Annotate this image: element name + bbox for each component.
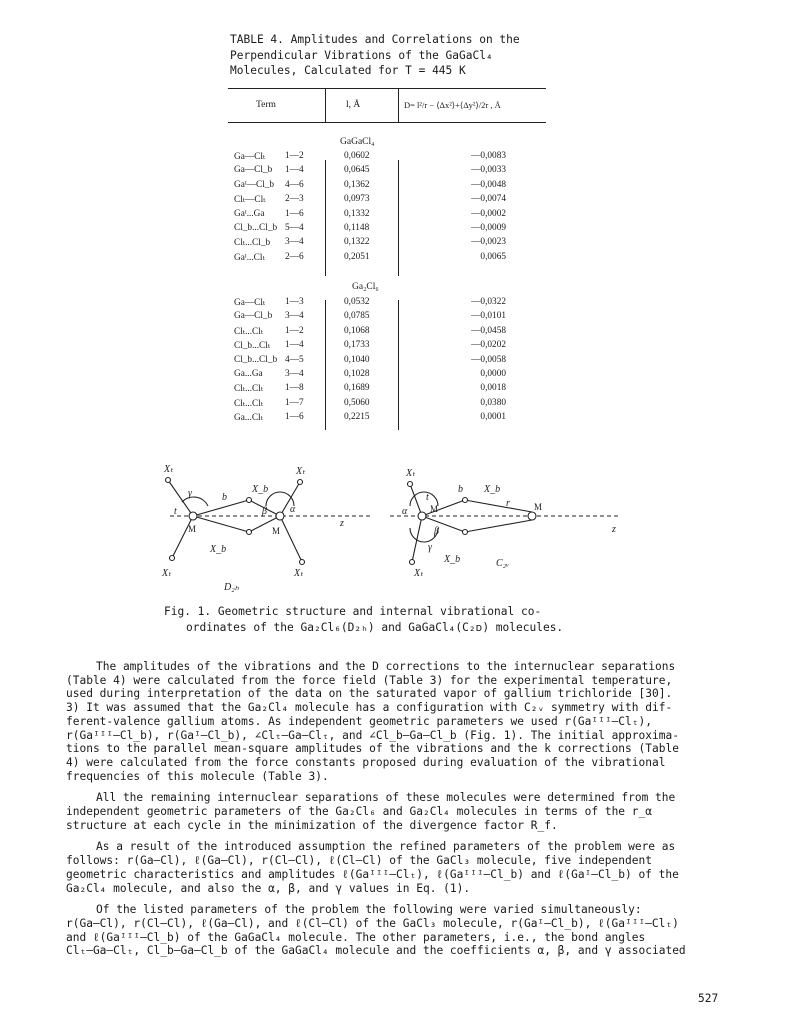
atom-right [418,512,426,520]
term-cell: Ga—Cl_b [234,165,273,176]
atom-left [247,498,252,503]
correction-cell: —0,0058 [471,354,506,365]
index-cell: 3—4 [285,311,304,322]
correction-cell: —0,0458 [471,325,506,336]
header-l: l, Å [346,100,361,110]
table-row [228,209,546,223]
text-line: and ℓ(Gaᴵᴵᴵ–Cl_b) of the GaGaCl₄ molecule. The other parameters, i.e., the bond angles [66,930,646,944]
atom-left [166,478,171,483]
term-cell: Clₜ...Clₜ [234,326,264,337]
label-z: z [612,524,616,535]
amplitude-cell: 0,1322 [344,237,370,248]
index-cell: 3—4 [285,369,304,379]
label-xb: X_b [252,484,269,495]
amplitude-cell: 0,1148 [344,223,370,233]
correction-cell: —0,0033 [471,165,506,176]
label-m: M [272,526,281,536]
index-cell: 4—6 [285,179,304,190]
term-cell: Cl_b...Clₜ [234,341,271,352]
section-title-gagacl4: GaGaCl₄ [340,137,375,147]
text-line: frequencies of this molecule (Table 3). [66,769,329,783]
bond-right [422,516,465,532]
correction-cell: 0,0018 [480,383,506,394]
amplitude-cell: 0,2215 [344,412,370,423]
text-line: geometric characteristics and amplitudes ℓ(Gaᴵᴵᴵ–Clₜ), ℓ(Gaᴵᴵᴵ–Cl_b) and ℓ(Gaᴵ–Cl_b) of the [66,867,679,881]
term-cell: Ga—Cl_b [234,311,273,322]
angle-arc-left [182,497,208,506]
table-row [228,383,546,397]
correction-cell: —0,0083 [471,151,506,161]
table-caption-line: Molecules, Calculated for T = 445 K [230,64,466,77]
atom-right [528,512,536,520]
body-paragraph [66,791,726,832]
bond-left [280,516,302,562]
atom-left [170,556,175,561]
header-d: D= l²/r − ⟨Δx²⟩+⟨Δy²⟩/2r , Å [404,100,501,110]
table-row [228,340,546,354]
figure-caption-line: Fig. 1. Geometric structure and internal vibrational co- [164,605,542,618]
label-beta: β [434,526,439,537]
label-b: b [458,484,463,495]
text-line: Clₜ–Ga–Clₜ, Cl_b–Ga–Cl_b of the GaGaCl₄ molecule and the coefficients α, β, and γ associated [66,944,686,958]
text-line: structure at each cycle in the minimization of the divergence factor R_f. [66,818,558,832]
page-number: 527 [698,992,719,1005]
table-row [228,165,546,179]
label-xb: X_b [210,544,227,555]
correction-cell: —0,0002 [471,208,506,219]
table-top-rule [228,88,546,89]
atom-left [276,512,284,520]
label-xt: Xₜ [414,568,424,579]
label-m: M [430,504,439,514]
index-cell: 1—4 [285,340,304,351]
index-cell: 1—7 [285,397,304,408]
correction-cell: —0,0009 [471,223,506,233]
label-sym-d2h: D₂ₕ [224,582,239,593]
atom-right [408,482,413,487]
table-row [228,398,546,412]
text-line: (Table 4) were calculated from the force field (Table 3) for the experimental temperature, [66,673,673,687]
bond-left [193,500,249,516]
label-r: r [506,498,510,509]
body-paragraph [66,903,726,958]
index-cell: 1—6 [285,208,304,219]
atom-right [410,560,415,565]
text-line: All the remaining internuclear separations of these molecules were determined from the [96,791,676,805]
amplitude-cell: 0,0602 [344,151,370,161]
text-line: As a result of the introduced assumption the refined parameters of the problem were as [96,840,676,854]
label-xt: Xₜ [406,468,416,479]
body-text [66,660,726,966]
header-term: Term [256,100,276,110]
correction-cell: —0,0023 [471,237,506,248]
amplitude-cell: 0,1028 [344,369,370,379]
label-t: t [174,506,177,517]
amplitude-cell: 0,1689 [344,383,370,394]
text-line: Of the listed parameters of the problem the following were varied simultaneously: [96,903,642,917]
index-cell: 3—4 [285,237,304,248]
index-cell: 1—8 [285,383,304,394]
label-alpha: α [290,504,296,515]
correction-cell: —0,0048 [471,179,506,190]
table-caption-line: TABLE 4. Amplitudes and Correlations on the [230,33,520,46]
amplitude-cell: 0,2051 [344,251,370,262]
label-m: M [534,502,543,512]
amplitude-cell: 0,0645 [344,165,370,176]
label-m: M [188,524,197,534]
index-cell: 1—6 [285,412,304,423]
correction-cell: 0,0000 [480,369,506,379]
atom-left [298,480,303,485]
table-caption [230,32,570,79]
label-xt: Xₜ [294,568,304,579]
index-cell: 1—2 [285,151,304,161]
label-gamma: γ [428,542,432,553]
text-line: tions to the parallel mean-square amplitudes of the vibrations and the k corrections (Table [66,742,679,756]
amplitude-cell: 0,1332 [344,208,370,219]
index-cell: 5—4 [285,223,304,233]
correction-cell: —0,0074 [471,194,506,205]
header-divider [398,88,399,122]
index-cell: 2—3 [285,194,304,205]
atom-right [463,498,468,503]
table-row [228,412,546,426]
term-cell: Gaᴵ...Clₜ [234,252,265,263]
label-xb: X_b [444,554,461,565]
table-row [228,311,546,325]
amplitude-cell: 0,1362 [344,179,370,190]
index-cell: 1—4 [285,165,304,176]
index-cell: 2—6 [285,251,304,262]
table-row [228,369,546,383]
label-sym-c2v: C₂ᵥ [496,558,509,569]
geometric-structure-figure [160,462,630,600]
amplitude-cell: 0,1040 [344,354,370,365]
correction-cell: 0,0065 [480,251,506,262]
label-xb: X_b [484,484,501,495]
text-line: r(Gaᴵᴵᴵ–Cl_b), r(Gaᴵ–Cl_b), ∠Clₜ–Ga–Clₜ, and ∠Cl_b–Ga–Cl_b (Fig. 1). The initial approxima- [66,728,679,742]
section-title-ga2cl6: Ga₂Cl₆ [352,282,379,292]
term-cell: Ga...Clₜ [234,413,263,424]
label-xt: Xₜ [296,466,306,477]
atom-left [300,560,305,565]
body-paragraph [66,840,726,895]
term-cell: Cl_b...Cl_b [234,223,278,233]
label-gamma: γ [188,488,192,499]
amplitude-cell: 0,0785 [344,311,370,322]
bond-left [193,516,249,532]
correction-cell: —0,0101 [471,311,506,322]
table-row [228,326,546,340]
amplitude-cell: 0,0973 [344,194,370,205]
header-divider [325,88,326,122]
term-cell: Clₜ...Clₜ [234,398,264,409]
correction-cell: 0,0001 [480,412,506,423]
table-row [228,237,546,251]
text-line: r(Ga–Cl), r(Cl–Cl), ℓ(Ga–Cl), and ℓ(Cl–Cl) of the GaCl₃ molecule, r(Gaᴵ–Cl_b), ℓ(Gaᴵᴵᴵ–Clₜ) [66,916,679,930]
term-cell: Gaᴵ...Ga [234,208,265,219]
table-row [228,194,546,208]
text-line: The amplitudes of the vibrations and the D corrections to the internuclear separations [96,660,676,673]
correction-cell: —0,0202 [471,340,506,351]
term-cell: Cl_b...Cl_b [234,354,278,365]
bond-right [465,520,532,532]
text-line: 3) It was assumed that the Ga₂Cl₄ molecule has a configuration with C₂ᵥ symmetry with dif- [66,701,673,715]
term-cell: Clₜ...Clₜ [234,384,264,395]
atom-right [463,530,468,535]
correction-cell: 0,0380 [480,397,506,408]
correction-cell: —0,0322 [471,297,506,307]
table-caption-line: Perpendicular Vibrations of the GaGaCl₄ [230,48,493,62]
table-header-rule [228,122,546,123]
bond-left [172,516,193,558]
figure-caption-line: ordinates of the Ga₂Cl₆(D₂ₕ) and GaGaCl₄(C₂ᴅ) molecules. [186,620,564,634]
text-line: Ga₂Cl₄ molecule, and also the α, β, and γ values in Eq. (1). [66,881,471,895]
amplitude-cell: 0,0532 [344,297,370,307]
text-line: 4) were calculated from the force constants proposed during evaluation of the vibrational [66,755,666,769]
term-cell: Clₜ...Cl_b [234,238,271,249]
index-cell: 1—2 [285,325,304,336]
label-alpha: α [402,506,408,517]
atom-left [189,512,197,520]
text-line: ferent-valence gallium atoms. As independent geometric parameters we used r(Gaᴵᴵᴵ–Clₜ), [66,714,652,728]
index-cell: 4—5 [285,354,304,365]
amplitude-cell: 0,1733 [344,340,370,351]
table-row [228,252,546,266]
table-row [228,151,546,165]
label-z: z [340,518,344,529]
amplitude-cell: 0,1068 [344,325,370,336]
label-beta: β [262,506,267,517]
body-paragraph [66,660,726,783]
table-row [228,355,546,369]
term-cell: Ga—Clₜ [234,298,266,308]
term-cell: Ga—Clₜ [234,152,266,162]
atom-left [247,530,252,535]
amplitude-cell: 0,5060 [344,397,370,408]
bond-right [412,516,422,562]
text-line: used during interpretation of the data on the saturated vapor of gallium trichloride [30]. [66,687,673,701]
table-row [228,223,546,237]
label-xt: Xₜ [162,568,172,579]
label-t: t [426,492,429,503]
label-xt: Xₜ [164,464,174,475]
figure-caption [164,604,634,635]
term-cell: Gaᴵ—Cl_b [234,179,275,190]
index-cell: 1—3 [285,297,304,307]
text-line: independent geometric parameters of the Ga₂Cl₆ and Ga₂Cl₄ molecules in terms of the r_α [66,805,652,819]
label-b: b [222,492,227,503]
text-line: follows: r(Ga–Cl), ℓ(Ga–Cl), r(Cl–Cl), ℓ(Cl–Cl) of the GaCl₃ molecule, five independent [66,854,652,868]
table-row [228,180,546,194]
term-cell: Ga...Ga [234,369,263,379]
table-row [228,297,546,311]
term-cell: Clₜ—Clₜ [234,195,266,206]
bond-right [465,500,532,512]
